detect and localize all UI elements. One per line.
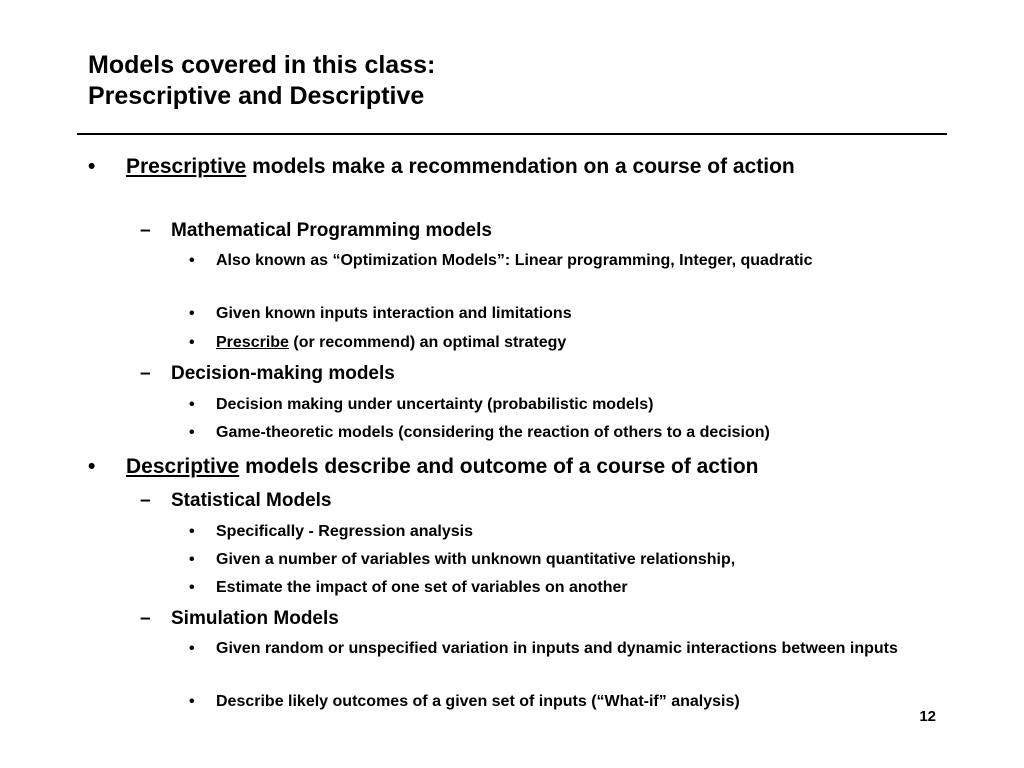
bullet-text: Specifically - Regression analysis [216, 523, 474, 540]
dash-marker: – [140, 608, 151, 629]
bullet-marker: • [189, 305, 195, 322]
sub-bullet-statistical-models [140, 488, 911, 514]
sub-bullet-simulation-models [140, 606, 911, 632]
sub-sub-bullet-what-if [189, 689, 936, 715]
bullet-text: models describe and outcome of a course of action [239, 455, 759, 478]
term-prescribe: Prescribe [216, 334, 289, 351]
term-descriptive: Descriptive [126, 455, 240, 478]
bullet-text: Given random or unspecified variation in inputs and dynamic interactions between inputs [216, 640, 898, 657]
bullet-marker: • [189, 396, 195, 413]
bullet-marker: • [189, 551, 195, 568]
bullet-text: Statistical Models [171, 490, 332, 511]
bullet-marker: • [189, 693, 195, 710]
page-number: 12 [919, 708, 936, 725]
bullet-marker: • [189, 252, 195, 269]
bullet-text: Game-theoretic models (considering the reaction of others to a decision) [216, 424, 770, 441]
bullet-text: (or recommend) an optimal strategy [288, 334, 567, 351]
bullet-text: Also known as “Optimization Models”: Linear programming, Integer, quadratic [216, 252, 813, 269]
bullet-text: Decision making under uncertainty (probabilistic models) [216, 396, 654, 413]
bullet-text: models make a recommendation on a course of action [246, 155, 795, 178]
bullet-text: Decision-making models [171, 363, 395, 384]
sub-bullet-math-programming [140, 218, 911, 244]
sub-sub-bullet-unknown-relationship [189, 547, 936, 573]
sub-sub-bullet-random-variation [189, 637, 936, 661]
bullet-text: Estimate the impact of one set of variables on another [216, 579, 628, 596]
dash-marker: – [140, 220, 151, 241]
bullet-marker: • [189, 424, 195, 441]
bullet-marker: • [189, 640, 195, 657]
bullet-text: Simulation Models [171, 608, 339, 629]
sub-sub-bullet-optimization [189, 249, 936, 273]
term-prescriptive: Prescriptive [126, 155, 247, 178]
title-line-2: Prescriptive and Descriptive [88, 82, 425, 110]
bullet-marker: • [189, 579, 195, 596]
dash-marker: – [140, 363, 151, 384]
bullet-marker: • [88, 455, 96, 478]
bullet-marker: • [88, 155, 96, 178]
bullet-descriptive [88, 452, 906, 482]
bullet-marker: • [189, 334, 195, 351]
bullet-text: Given known inputs interaction and limitations [216, 305, 572, 322]
bullet-text: Given a number of variables with unknown quantitative relationship, [216, 551, 736, 568]
sub-sub-bullet-prescribe [189, 330, 936, 356]
sub-sub-bullet-regression [189, 519, 936, 545]
dash-marker: – [140, 490, 151, 511]
title-divider [77, 133, 947, 135]
sub-bullet-decision-making [140, 361, 911, 387]
bullet-prescriptive [88, 152, 906, 182]
bullet-text: Describe likely outcomes of a given set of inputs (“What-if” analysis) [216, 693, 740, 710]
slide-title [88, 50, 435, 112]
sub-sub-bullet-game-theoretic [189, 420, 936, 446]
bullet-marker: • [189, 523, 195, 540]
sub-sub-bullet-uncertainty [189, 392, 936, 418]
title-line-1: Models covered in this class: [88, 51, 436, 79]
sub-sub-bullet-known-inputs [189, 301, 936, 327]
bullet-text: Mathematical Programming models [171, 220, 492, 241]
sub-sub-bullet-estimate-impact [189, 575, 936, 601]
